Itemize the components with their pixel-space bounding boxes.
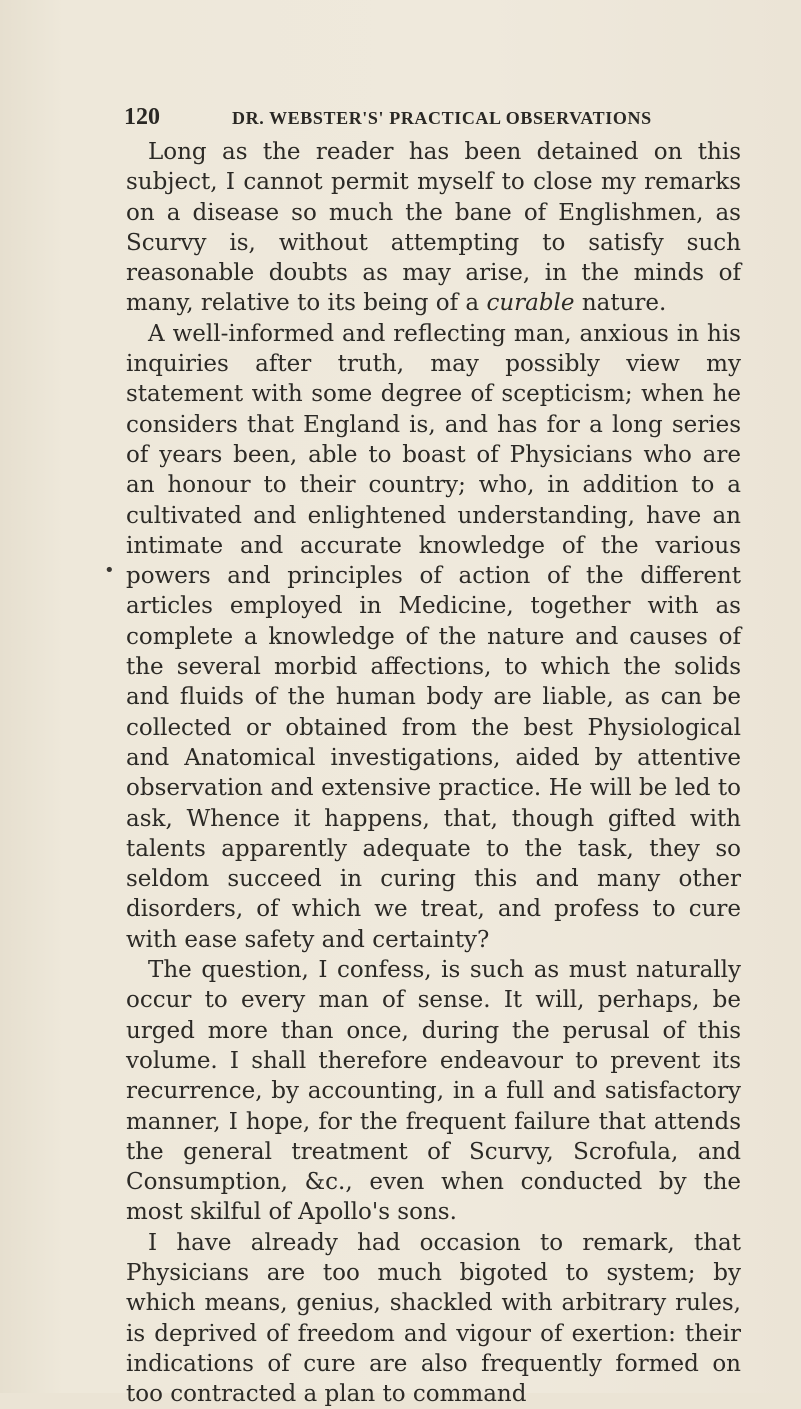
- paragraph-3: The question, I confess, is such as must naturally occur to every man of sense. It will, perhaps, be urged more than once, during the perusal of this volume. I shall therefore endeavour to prevent its recurrence, by accounting, in a full and satisfactory manner, I hope, for the frequent failure that attends the general treatment of Scurvy, Scrofula, and Consumption, &c., even when conducted by the most skilful of Apollo's sons.: [126, 957, 741, 1226]
- paragraph-1: [126, 137, 741, 319]
- running-head: DR. WEBSTER'S' PRACTICAL OBSERVATIONS: [232, 108, 652, 128]
- page-header: [124, 104, 724, 134]
- paragraph-1-text-start: Long as the reader has been detained on this subject, I cannot permit myself to close my remarks on a disease so much the bane of Englishmen, as Scurvy is, without attempting to satisfy such reasonable doubts as may arise, in the minds of many, relative to its being of a: [126, 139, 741, 317]
- paragraph-2: A well-informed and reflecting man, anxious in his inquiries after truth, may possibly view my statement with some degree of scepticism; when he considers that England is, and has for a long series of years been, able to boast of Physicians who are an honour to their country; who, in addition to a cultivated and enlightened understanding, have an intimate and accurate knowledge of the various powers and principles of action of the different articles employed in Medicine, together with as complete a knowledge of the nature and causes of the several morbid affections, to which the solids and fluids of the human body are liable, as can be collected or obtained from the best Physiological and Anatomical investigations, aided by attentive observation and extensive practice. He will be led to ask, Whence it happens, that, though gifted with talents apparently adequate to the task, they so seldom succeed in curing this and many other disorders, of which we treat, and profess to cure with ease safety and certainty?: [126, 320, 741, 953]
- body-text: [126, 137, 741, 1409]
- page-number: 120: [124, 104, 160, 130]
- paragraph-1-text-end: nature.: [574, 290, 667, 317]
- margin-mark: •: [104, 560, 115, 581]
- paragraph-4: I have already had occasion to remark, that Physicians are too much bigoted to system; by which means, genius, shackled with arbitrary rules, is deprived of freedom and vigour of exertion: their indications of cure are also frequently formed on too contracted a plan to command: [126, 1229, 741, 1408]
- paragraph-1-emphasis: curable: [486, 290, 575, 317]
